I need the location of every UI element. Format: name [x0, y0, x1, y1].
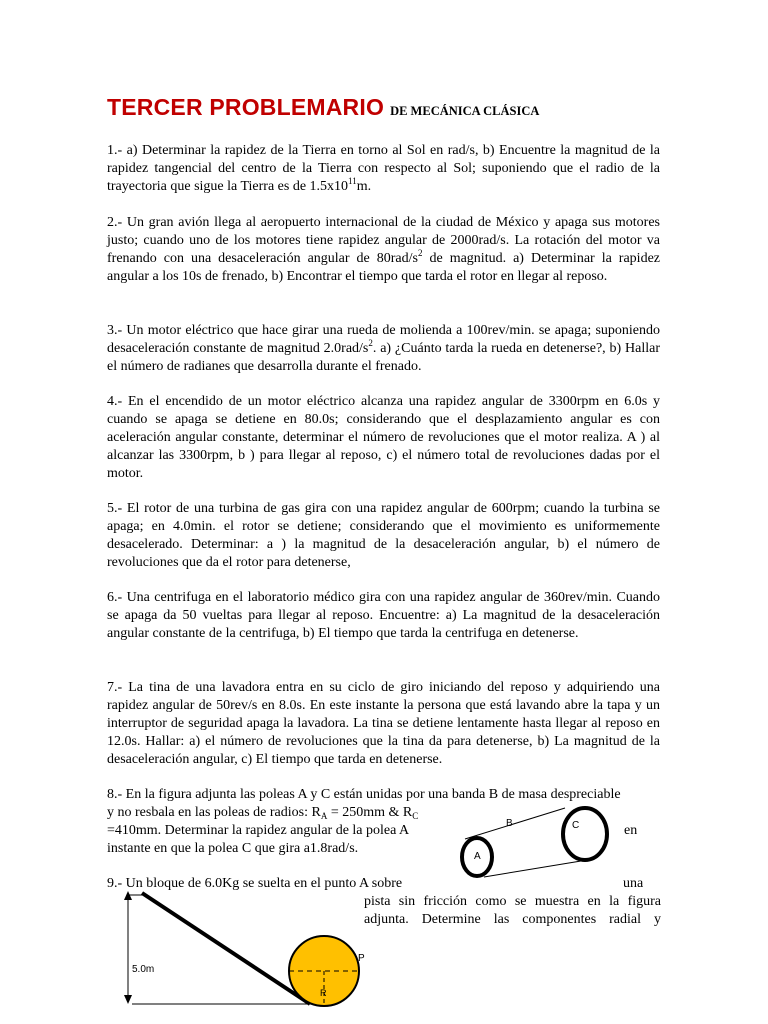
problem-8-line-3: =410mm. Determinar la rapidez angular de la polea A [107, 823, 410, 838]
problem-8-radii-text: y no resbala en las poleas de radios: R [107, 805, 321, 820]
problem-1-exponent: 11 [348, 176, 357, 186]
problem-8-line-1: 8.- En la figura adjunta las poleas A y C están unidas por una banda B de masa despreciable [107, 787, 621, 802]
pulley-a-label: A [474, 851, 481, 862]
problem-7: 7.- La tina de una lavadora entra en su ciclo de giro iniciando del reposo y adquiriendo una rapidez angular de 50rev/s en 8.0s. En este instante la persona que está lavando abre la tapa y un interruptor de seguridad apaga la lavadora. La tina se detiene lentamente hasta llegar al reposo en 12.0s. Hallar: a) el número de revoluciones que la tina da para detenerse, b) La magnitud de la desaceleración angular, c) El tiempo que tarda en detenerse. [107, 680, 660, 767]
belt-upper-line [465, 808, 565, 839]
problem-9-line-3: adjunta. Determine las componentes radial y [364, 912, 661, 927]
problem-2-text: 2.- Un gran avión llega al aeropuerto internacional de la ciudad de México y apaga sus motores justo; cuando uno de los motores tiene rapidez angular de 2000rad/s. La rotación del motor va frenando con una desaceleración angular de 80rad/s [107, 215, 660, 266]
height-arrow-bottom-icon [124, 995, 132, 1004]
height-label: 5.0m [132, 964, 155, 975]
belt-lower-line [484, 861, 581, 877]
belt-b-label: B [506, 818, 513, 829]
problem-3 [107, 322, 660, 376]
title-main: TERCER PROBLEMARIO [107, 94, 385, 120]
title-subtitle: DE MECÁNICA CLÁSICA [390, 104, 540, 118]
point-p-label: P [358, 953, 365, 964]
problem-3-exponent: 2 [368, 338, 373, 348]
problem-3-text-end: . a) ¿Cuánto tarda la rueda en detenerse?, b) Hallar el número de radianes que desarrolla durante el frenado. [107, 341, 660, 374]
radius-r-label: R [320, 988, 327, 998]
problem-9-line-2: pista sin fricción como se muestra en la figura [364, 894, 661, 909]
problem-4: 4.- En el encendido de un motor eléctrico alcanza una rapidez angular de 3300rpm en 6.0s y cuando se apaga se detiene en 80.0s; considerando que el desplazamiento angular es con aceleración angular constante, determinar el número de revoluciones que el motor realiza. A ) al alcanzar las 3300rpm, b ) para llegar al reposo, c) el número total de revoluciones dadas por el motor. [107, 394, 660, 481]
problem-1 [107, 142, 660, 196]
problem-8-line-4: instante en que la polea C que gira a1.8rad/s. [107, 841, 359, 856]
problem-8-line-2 [107, 804, 418, 822]
problem-1-text-end: m. [356, 179, 372, 194]
problem-8-line-3-end: en [624, 823, 638, 838]
problem-2-text-end: de magnitud. a) Determinar la rapidez angular a los 10s de frenado, b) Encontrar el tiempo que tarda el rotor en llegar al reposo. [107, 251, 660, 284]
radius-a-subscript: A [320, 811, 328, 821]
problem-1-text: 1.- a) Determinar la rapidez de la Tierra en torno al Sol en rad/s, b) Encuentre la magnitud de la rapidez tangencial del centro de la Tierra con respecto al Sol; suponiendo que el radio de la trayectoria que sigue la Tierra es de 1.5x10 [107, 143, 660, 194]
problem-9-line-1: 9.- Un bloque de 6.0Kg se suelta en el punto A sobre [107, 876, 403, 891]
radius-c-subscript: C [412, 811, 419, 821]
problem-9-line-1-end: una [623, 876, 644, 891]
problem-2 [107, 214, 660, 286]
problem-3-text: 3.- Un motor eléctrico que hace girar una rueda de molienda a 100rev/min. se apaga; suponiendo desaceleración constante de magnitud 2.0rad/s [107, 323, 660, 356]
problem-6: 6.- Una centrifuga en el laboratorio médico gira con una rapidez angular de 360rev/min. Cuando se apaga da 50 vueltas para llegar al reposo. Encuentre: a) La magnitud de la desaceleración angular constante de la centrifuga, b) El tiempo que tarda la centrifuga en detenerse. [107, 590, 660, 641]
pulley-figure [448, 798, 618, 884]
problem-5: 5.- El rotor de una turbina de gas gira con una rapidez angular de 600rpm; cuando la turbina se apaga; en 4.0min. el rotor se detiene; considerando que el movimiento es uniformemente desacelerado. Determinar: a ) la magnitud de la desaceleración angular, b) el número de revoluciones que da el rotor para detenerse, [107, 501, 660, 570]
page-title [107, 94, 539, 121]
pulley-c-label: C [572, 820, 580, 831]
pulley-c [563, 808, 607, 860]
track-figure [110, 885, 380, 1020]
problem-8-radii-text-2: = 250mm & R [327, 805, 413, 820]
problem-2-exponent: 2 [417, 248, 423, 258]
incline-track [142, 893, 310, 1004]
